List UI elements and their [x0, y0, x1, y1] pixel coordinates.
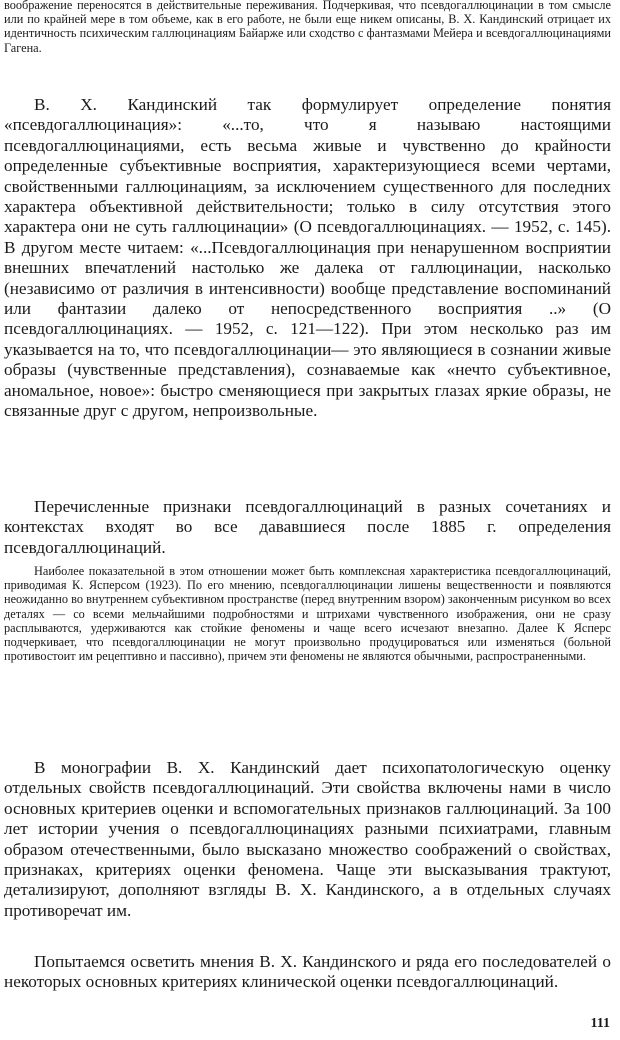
continuation-paragraph: воображение переносятся в действительные переживания. Подчеркивая, что псевдогаллюцинации в том смысле или по крайней мере в том объеме, как в его работе, не были еще никем описаны, В. Х. Кандинский отрицает их идентичность психическим галлюцинациям Байарже или сходство с фантазмами Мейера и всевдогаллюцинациями Гагена. [4, 0, 611, 55]
monograph-paragraph: В монографии В. Х. Кандинский дает психопатологическую оценку отдельных свойств псевдогаллюцинаций. Эти свойства включены нами в число основных критериев оценки и вспомогательных признаков галлюцинаций. За 100 лет истории учения о псевдогаллюцинациях разными психиатрами, главным образом отечественными, было высказано множество соображений о свойствах, признаках, критериях оценки феномена. Чаще эти высказывания трактуют, детализируют, дополняют взгляды В. Х. Кандинского, а в отдельных случаях противоречат им. [4, 758, 611, 920]
jaspers-paragraph: Наиболее показательной в этом отношении может быть комплексная характеристика псевдогаллюцинаций, приводимая К. Ясперсом (1923). По его мнению, псевдогаллюцинации лишены вещественности и появляются неожиданно во внутреннем субъективном пространстве (перед внутренним взором) законченным рисунком во всех деталях — со всеми мельчайшими подробностями и штрихами чувственного изображения, они не сразу расплываются, удерживаются как стойкие феномены и чаще всего исчезают внезапно. Далее К Ясперс подчеркивает, что псевдогаллюцинации не могут произвольно продуцироваться или изменяться (больной противостоит им рецептивно и пассивно), причем эти феномены не являются обычными, распространенными. [4, 564, 611, 664]
closing-paragraph: Попытаемся осветить мнения В. Х. Кандинского и ряда его последователей о некоторых основных критериях клинической оценки псевдогаллюцинаций. [4, 952, 611, 992]
definition-paragraph: В. Х. Кандинский так формулирует определение понятия «псевдогаллюцинация»: «...то, что я называю настоящими псевдогаллюцинациями, есть весьма живые и чувственно до крайности определенные субъективные восприятия, характеризующиеся всеми чертами, свойственными галлюцинациям, за исключением существенного для последних характера объективной действительности; только в силу отсутствия этого характера они не суть галлюцинации» (О псевдогаллюцинациях. — 1952, с. 145). В другом месте читаем: «...Псевдогаллюцинация при ненарушенном восприятии внешних впечатлений настолько же далека от галлюцинации, насколько (независимо от различия в интенсивности) вообще представление воспоминаний или фантазии далеко от непосредственного восприятия ..» (О псевдогаллюцинациях. — 1952, с. 121—122). При этом несколько раз им указывается на то, что псевдогаллюцинации— это являющиеся в сознании живые образы (чувственные представления), сознаваемые как «нечто субъективное, аномальное, новое»: быстро сменяющиеся при закрытых глазах яркие образы, не связанные друг с другом, непроизвольные. [4, 95, 611, 421]
signs-paragraph: Перечисленные признаки псевдогаллюцинаций в разных сочетаниях и контекстах входят во все дававшиеся после 1885 г. определения псевдогаллюцинаций. [4, 497, 611, 557]
page-number: 111 [590, 1016, 610, 1031]
